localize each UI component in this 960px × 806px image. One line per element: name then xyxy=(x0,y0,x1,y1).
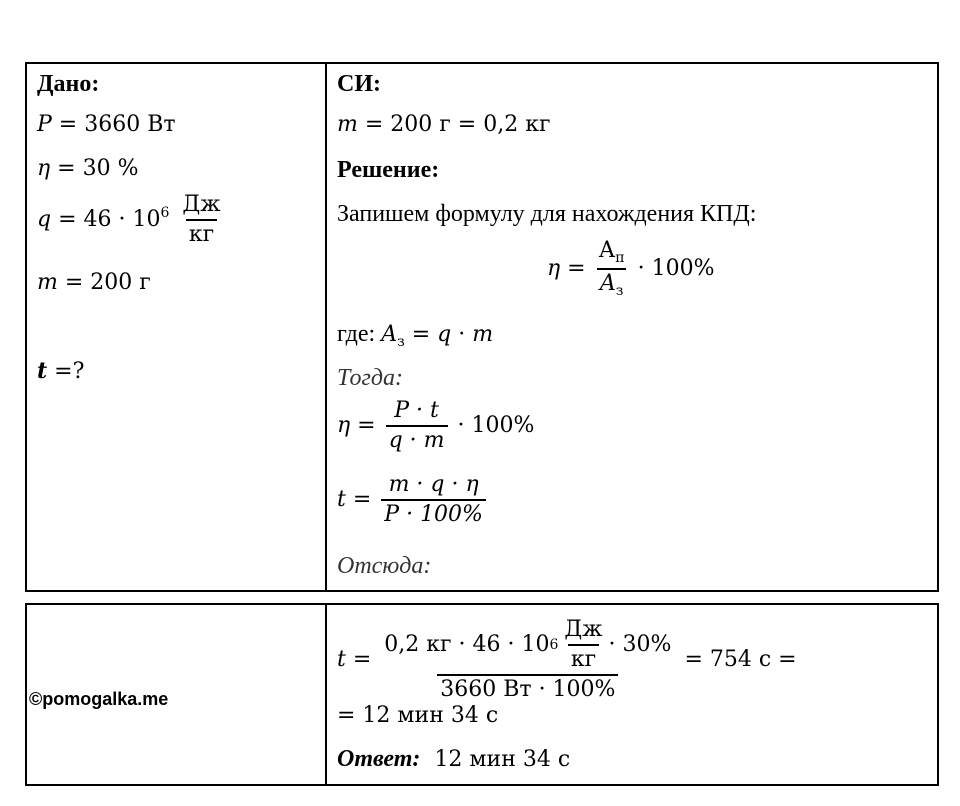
calc-result: = 754 с = xyxy=(684,647,797,672)
formula3-numerator: m · q · η xyxy=(388,472,479,497)
calc-numerator-text: 0,2 кг · 46 · 10 xyxy=(384,632,550,657)
then-label: Тогда: xyxy=(337,365,403,391)
formula2 xyxy=(337,400,534,452)
heat-value: = 46 · 10 xyxy=(51,207,161,232)
formula3-fraction xyxy=(381,474,486,526)
formula2-tail: · 100% xyxy=(457,413,535,438)
find-symbol: t xyxy=(37,358,48,384)
given-mass xyxy=(37,272,151,294)
where-line xyxy=(337,322,493,349)
where-equals: = xyxy=(404,322,438,347)
where-m: m xyxy=(472,322,494,347)
calc-numerator-tail: · 30% xyxy=(608,632,672,657)
solution-intro: Запишем формулу для нахождения КПД: xyxy=(337,201,757,227)
find-rest: =? xyxy=(47,359,85,384)
heat-unit-fraction xyxy=(179,194,223,246)
given-header: Дано: xyxy=(37,71,100,97)
heat-exponent: 6 xyxy=(160,205,170,221)
si-mass xyxy=(337,114,550,136)
column-divider xyxy=(325,605,327,784)
formula1-denominator xyxy=(597,268,627,298)
column-divider xyxy=(325,64,327,590)
efficiency-symbol: η xyxy=(37,156,51,181)
formula2-fraction xyxy=(386,400,448,452)
where-work-sub: з xyxy=(397,334,405,350)
efficiency-value: = 30 % xyxy=(50,156,139,181)
calc-line2: = 12 мин 34 с xyxy=(337,703,499,728)
formula3-lhs: t = xyxy=(337,487,372,512)
given-efficiency xyxy=(37,158,139,180)
heat-symbol: q xyxy=(37,207,52,232)
where-dot: · xyxy=(451,322,473,347)
calculation-table xyxy=(25,603,939,786)
formula1-numerator xyxy=(596,240,628,268)
where-label: где: xyxy=(337,321,382,347)
calc-numerator xyxy=(381,619,674,674)
calc-unit-numerator: Дж xyxy=(564,617,603,642)
power-value: = 3660 Вт xyxy=(51,112,176,137)
calc-numerator-exponent: 6 xyxy=(549,637,559,653)
formula2-lhs: η = xyxy=(337,413,376,438)
formula3 xyxy=(337,474,489,526)
si-header: СИ: xyxy=(337,71,381,97)
si-mass-value: = 200 г = 0,2 кг xyxy=(357,112,551,137)
calc-denominator: 3660 Вт · 100% xyxy=(437,674,618,701)
calc-unit-fraction xyxy=(561,619,605,671)
mass-value: = 200 г xyxy=(57,270,151,295)
useful-work-sub: п xyxy=(615,250,625,266)
calc-formula xyxy=(337,619,797,701)
formula1-fraction xyxy=(596,240,628,298)
given-power xyxy=(37,114,176,136)
given-find xyxy=(37,360,84,383)
calc-unit-denominator: кг xyxy=(568,644,599,671)
heat-unit-numerator: Дж xyxy=(182,192,221,217)
answer-label: Ответ: xyxy=(337,746,421,772)
formula2-denominator: q · m xyxy=(386,425,448,452)
answer-line xyxy=(337,747,570,771)
spent-work: A xyxy=(599,271,616,296)
calc-fraction xyxy=(381,619,674,701)
spent-work-sub: з xyxy=(615,283,624,299)
answer-value: 12 мин 34 с xyxy=(434,747,571,772)
formula2-numerator: P · t xyxy=(394,398,439,423)
mass-symbol: m xyxy=(37,270,58,295)
hence-label: Отсюда: xyxy=(337,553,432,579)
watermark-text: ©pomogalka.me xyxy=(29,689,169,709)
given-solution-table xyxy=(25,62,939,592)
useful-work: А xyxy=(598,238,616,263)
solution-header: Решение: xyxy=(337,157,440,183)
efficiency-formula xyxy=(547,240,715,298)
power-symbol: P xyxy=(37,112,52,137)
formula3-denominator: P · 100% xyxy=(381,499,486,526)
given-heat-value xyxy=(37,194,227,246)
where-work: A xyxy=(381,322,398,347)
si-mass-symbol: m xyxy=(337,112,358,137)
formula1-lhs: η = xyxy=(547,256,586,281)
heat-unit-denominator: кг xyxy=(186,219,217,246)
formula1-tail: · 100% xyxy=(637,256,715,281)
calc-lhs: t = xyxy=(337,647,372,672)
where-q: q xyxy=(437,322,452,347)
